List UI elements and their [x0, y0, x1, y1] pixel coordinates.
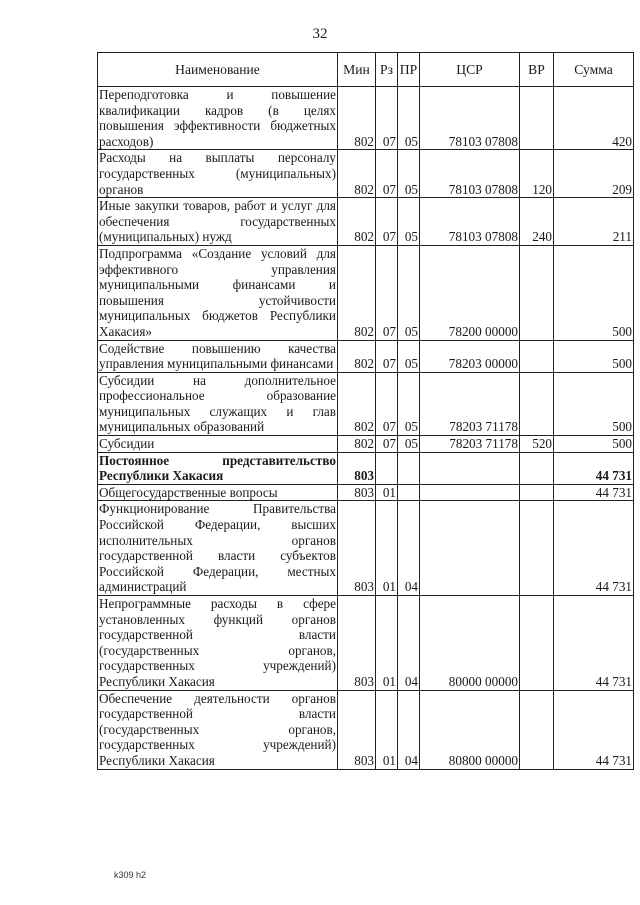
row-name: Подпрограмма «Создание условий для эффективного управления муниципальными финансами и повышения устойчивости муниципальных бюджетов Республики Хакасия» [99, 245, 336, 339]
row-name: Иные закупки товаров, работ и услуг для обеспечения государственных (муниципальных) нужд [99, 198, 336, 245]
row-pr: 05 [398, 340, 420, 372]
row-vr [520, 596, 554, 691]
row-pr: 05 [398, 436, 420, 453]
row-name: Расходы на выплаты персоналу государственных (муниципальных) органов [99, 150, 336, 197]
row-min: 802 [338, 340, 376, 372]
row-csr: 78103 07808 [420, 87, 520, 150]
footer-code: k309 h2 [114, 870, 147, 880]
row-name: Общегосударственные вопросы [98, 484, 338, 501]
page-number: 32 [312, 26, 328, 42]
row-vr [520, 372, 554, 435]
row-rz: 07 [376, 436, 398, 453]
row-sum: 500 [554, 245, 634, 340]
row-pr [398, 484, 420, 501]
header-sum: Сумма [554, 53, 634, 87]
row-min: 802 [338, 87, 376, 150]
row-csr: 78203 71178 [420, 436, 520, 453]
row-min: 803 [338, 690, 376, 769]
table-header-row [98, 53, 634, 87]
row-vr [520, 452, 554, 484]
table-row [98, 87, 634, 150]
row-pr: 04 [398, 690, 420, 769]
table-row [98, 245, 634, 340]
row-rz: 01 [376, 484, 398, 501]
row-sum: 44 731 [554, 452, 634, 484]
table-row [98, 501, 634, 596]
row-csr: 78203 71178 [420, 372, 520, 435]
row-rz: 01 [376, 690, 398, 769]
row-sum: 44 731 [554, 484, 634, 501]
row-pr: 05 [398, 372, 420, 435]
row-csr [420, 452, 520, 484]
row-pr [398, 452, 420, 484]
table-row [98, 596, 634, 691]
row-name: Субсидии на дополнительное профессиональное образование муниципальных служащих и глав муниципальных образований [99, 372, 336, 435]
header-vr: ВР [520, 53, 554, 87]
table-row [98, 372, 634, 435]
row-vr [520, 690, 554, 769]
row-rz: 07 [376, 198, 398, 246]
row-name: Переподготовка и повышение квалификации кадров (в целях повышения эффективности бюджетных расходов) [99, 87, 336, 149]
row-vr: 240 [520, 198, 554, 246]
budget-table [97, 52, 634, 770]
row-pr: 04 [398, 596, 420, 691]
row-vr [520, 484, 554, 501]
table-row-section [98, 452, 634, 484]
row-min: 803 [338, 501, 376, 596]
row-pr: 05 [398, 150, 420, 198]
row-vr [520, 340, 554, 372]
row-rz: 07 [376, 87, 398, 150]
row-min: 802 [338, 198, 376, 246]
row-name: Постоянное представительство Республики Хакасия [99, 452, 336, 484]
row-name: Субсидии [98, 436, 338, 453]
row-sum: 44 731 [554, 501, 634, 596]
row-csr: 78200 00000 [420, 245, 520, 340]
row-name: Обеспечение деятельности органов государственной власти (государственных органов, государственных учреждений) Республики Хакасия [99, 690, 336, 768]
row-sum: 420 [554, 87, 634, 150]
table-row [98, 150, 634, 198]
row-min: 802 [338, 245, 376, 340]
header-pr: ПР [398, 53, 420, 87]
row-csr [420, 484, 520, 501]
header-csr: ЦСР [420, 53, 520, 87]
header-rz: Рз [376, 53, 398, 87]
table-row [98, 198, 634, 246]
row-pr: 05 [398, 198, 420, 246]
row-rz: 01 [376, 596, 398, 691]
row-min: 803 [338, 484, 376, 501]
row-rz: 07 [376, 150, 398, 198]
row-csr: 78103 07808 [420, 198, 520, 246]
row-sum: 500 [554, 372, 634, 435]
row-vr [520, 501, 554, 596]
row-pr: 04 [398, 501, 420, 596]
row-sum: 500 [554, 340, 634, 372]
row-min: 803 [338, 452, 376, 484]
row-name: Непрограммные расходы в сфере установленных функций органов государственной власти (государственных органов, государственных учреждений) Республики Хакасия [99, 596, 336, 689]
row-vr [520, 245, 554, 340]
row-min: 802 [338, 372, 376, 435]
row-rz: 01 [376, 501, 398, 596]
row-csr: 78203 00000 [420, 340, 520, 372]
row-csr: 80000 00000 [420, 596, 520, 691]
row-sum: 211 [554, 198, 634, 246]
row-sum: 209 [554, 150, 634, 198]
row-name: Функционирование Правительства Российской Федерации, высших исполнительных органов государственной власти субъектов Российской Федерации, местных администраций [99, 501, 336, 595]
row-sum: 44 731 [554, 690, 634, 769]
row-rz: 07 [376, 340, 398, 372]
table-row [98, 690, 634, 769]
row-vr: 120 [520, 150, 554, 198]
row-sum: 44 731 [554, 596, 634, 691]
row-vr: 520 [520, 436, 554, 453]
row-rz [376, 452, 398, 484]
row-vr [520, 87, 554, 150]
row-min: 802 [338, 436, 376, 453]
row-sum: 500 [554, 436, 634, 453]
table-row [98, 340, 634, 372]
row-min: 803 [338, 596, 376, 691]
row-rz: 07 [376, 372, 398, 435]
table-row [98, 436, 634, 453]
row-rz: 07 [376, 245, 398, 340]
row-min: 802 [338, 150, 376, 198]
row-csr: 80800 00000 [420, 690, 520, 769]
header-name: Наименование [98, 53, 338, 87]
row-pr: 05 [398, 245, 420, 340]
table-row [98, 484, 634, 501]
row-csr [420, 501, 520, 596]
row-csr: 78103 07808 [420, 150, 520, 198]
header-min: Мин [338, 53, 376, 87]
row-name: Содействие повышению качества управления муниципальными финансами [99, 340, 336, 372]
row-pr: 05 [398, 87, 420, 150]
